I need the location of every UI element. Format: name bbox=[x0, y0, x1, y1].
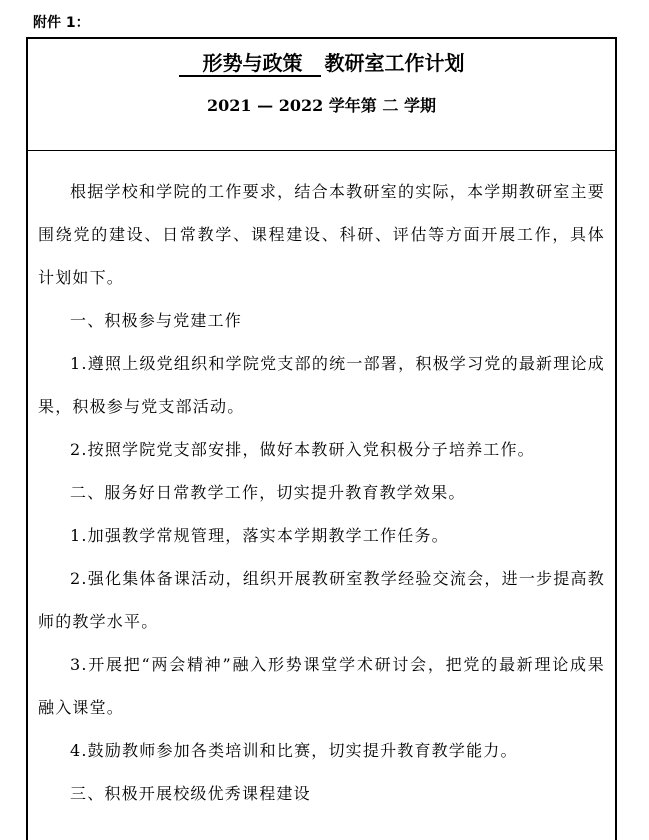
section-heading-3: 三、积极开展校级优秀课程建设 bbox=[70, 784, 311, 803]
title-suffix: 教研室工作计划 bbox=[324, 51, 465, 75]
attachment-label: 附件 1： bbox=[33, 15, 90, 31]
document-body bbox=[28, 151, 615, 815]
section-heading-2: 二、服务好日常教学工作，切实提升教育教学效果。 bbox=[70, 483, 466, 502]
section-1-item-2: 2.按照学院党支部安排，做好本教研入党积极分子培养工作。 bbox=[70, 440, 535, 459]
section-1-item-1: 1.遵照上级党组织和学院党支部的统一部署，积极学习党的最新理论成果，积极参与党支部活动。 bbox=[38, 354, 605, 416]
section-heading-1: 一、积极参与党建工作 bbox=[70, 311, 243, 330]
intro-paragraph: 根据学校和学院的工作要求，结合本教研室的实际，本学期教研室主要围绕党的建设、日常教学、课程建设、科研、评估等方面开展工作，具体计划如下。 bbox=[38, 182, 605, 287]
section-2-item-2: 2.强化集体备课活动，组织开展教研室教学经验交流会，进一步提高教师的教学水平。 bbox=[38, 569, 605, 631]
section-2-item-4: 4.鼓励教师参加各类培训和比赛，切实提升教育教学能力。 bbox=[70, 741, 518, 760]
section-2-item-1: 1.加强教学常规管理，落实本学期教学工作任务。 bbox=[70, 526, 449, 545]
section-2-item-3: 3.开展把“两会精神”融入形势课堂学术研讨会，把党的最新理论成果融入课堂。 bbox=[38, 655, 605, 717]
document-frame bbox=[26, 37, 617, 840]
document-header bbox=[28, 39, 615, 151]
document-title bbox=[28, 49, 615, 77]
title-course-name: 形势与政策 bbox=[179, 51, 321, 77]
document-subtitle: 2021 — 2022 学年第 二 学期 bbox=[207, 96, 436, 115]
